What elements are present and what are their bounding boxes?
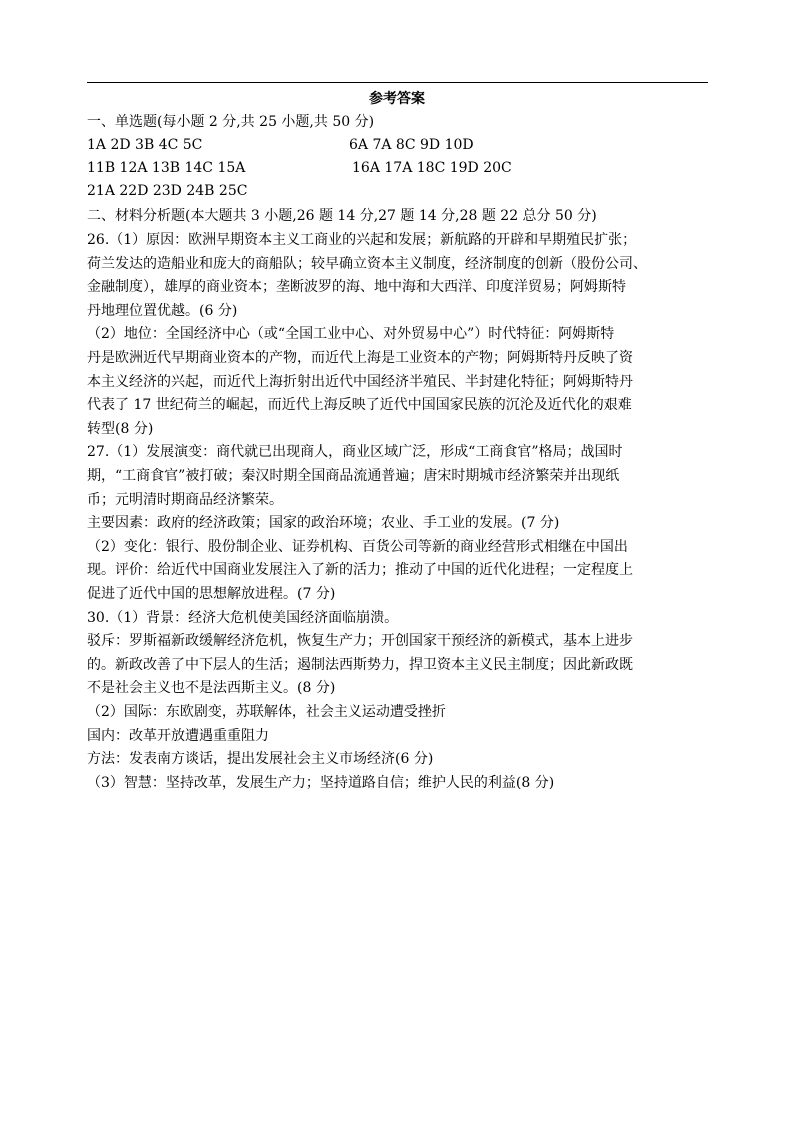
mc-answers-21-25: 21A 22D 23D 24B 25C	[87, 183, 248, 199]
answer-line: 驳斥：罗斯福新政缓解经济危机，恢复生产力；开创国家干预经济的新模式，基本上进步	[87, 633, 633, 650]
header-rule	[87, 82, 708, 83]
answer-line: 26.（1）原因：欧洲早期资本主义工商业的兴起和发展；新航路的开辟和早期殖民扩张；	[87, 232, 637, 248]
answer-line: （2）国际：东欧剧变，苏联解体，社会主义运动遭受挫折	[87, 704, 446, 720]
answer-line: 币；元明清时期商品经济繁荣。	[87, 491, 283, 508]
mc-answers-1-5: 1A 2D 3B 4C 5C	[87, 137, 203, 153]
answer-line: （3）智慧：坚持改革，发展生产力；坚持道路自信；维护人民的利益(8 分)	[87, 774, 555, 791]
answer-line: 不是社会主义也不是法西斯主义。(8 分)	[87, 680, 336, 697]
mc-answers-row-3	[87, 180, 707, 202]
answer-line: 30.（1）背景：经济大危机使美国经济面临崩溃。	[87, 609, 399, 626]
mc-answers-row-1	[87, 134, 707, 156]
mc-answers-row-2	[87, 157, 707, 179]
answer-line: 27.（1）发展演变：商代就已出现商人，商业区域广泛，形成“工商食官”格局；战国时	[87, 444, 623, 461]
answer-line: 代表了 17 世纪荷兰的崛起，而近代上海反映了近代中国国家民族的沉沦及近代化的艰难	[87, 397, 632, 414]
answer-line: 丹是欧洲近代早期商业资本的产物，而近代上海是工业资本的产物；阿姆斯特丹反映了资	[87, 350, 633, 366]
answer-line: 金融制度），雄厚的商业资本；垄断波罗的海、地中海和大西洋、印度洋贸易；阿姆斯特	[87, 279, 626, 296]
answer-line: 的。新政改善了中下层人的生活；遏制法西斯势力，捍卫资本主义民主制度；因此新政既	[87, 656, 633, 673]
mc-answers-16-20: 16A 17A 18C 19D 20C	[352, 160, 512, 176]
answer-line: 丹地理位置优越。(6 分)	[87, 302, 238, 319]
answer-line: 促进了近代中国的思想解放进程。(7 分)	[87, 586, 336, 602]
answer-line: 转型(8 分)	[87, 420, 154, 437]
section2-heading: 二、材料分析题(本大题共 3 小题,26 题 14 分,27 题 14 分,28 题 22 总分 50 分)	[87, 208, 597, 224]
page-title: 参考答案	[369, 91, 425, 107]
answer-line: （2）地位：全国经济中心（或“全国工业中心、对外贸易中心”）时代特征：阿姆斯特	[87, 326, 615, 343]
answer-line: 期，“工商食官”被打破；秦汉时期全国商品流通普遍；唐宋时期城市经济繁荣并出现纸	[87, 468, 620, 484]
answer-line: 国内：改革开放遭遇重重阻力	[87, 727, 269, 744]
answer-line: 方法：发表南方谈话，提出发展社会主义市场经济(6 分)	[87, 751, 434, 768]
mc-answers-11-15: 11B 12A 13B 14C 15A	[87, 160, 246, 176]
answer-line: （2）变化：银行、股份制企业、证券机构、百货公司等新的商业经营形式相继在中国出	[87, 538, 628, 555]
answer-line: 主要因素：政府的经济政策；国家的政治环境；农业、手工业的发展。(7 分)	[87, 515, 560, 532]
answer-line: 荷兰发达的造船业和庞大的商船队；较早确立资本主义制度，经济制度的创新（股份公司、	[87, 255, 647, 272]
answer-line: 本主义经济的兴起，而近代上海折射出近代中国经济半殖民、半封建化特征；阿姆斯特丹	[87, 373, 633, 390]
mc-answers-6-10: 6A 7A 8C 9D 10D	[349, 137, 474, 153]
section1-heading: 一、单选题(每小题 2 分,共 25 小题,共 50 分)	[87, 114, 375, 130]
answer-line: 现。评价：给近代中国商业发展注入了新的活力；推动了中国的近代化进程；一定程度上	[87, 562, 633, 579]
